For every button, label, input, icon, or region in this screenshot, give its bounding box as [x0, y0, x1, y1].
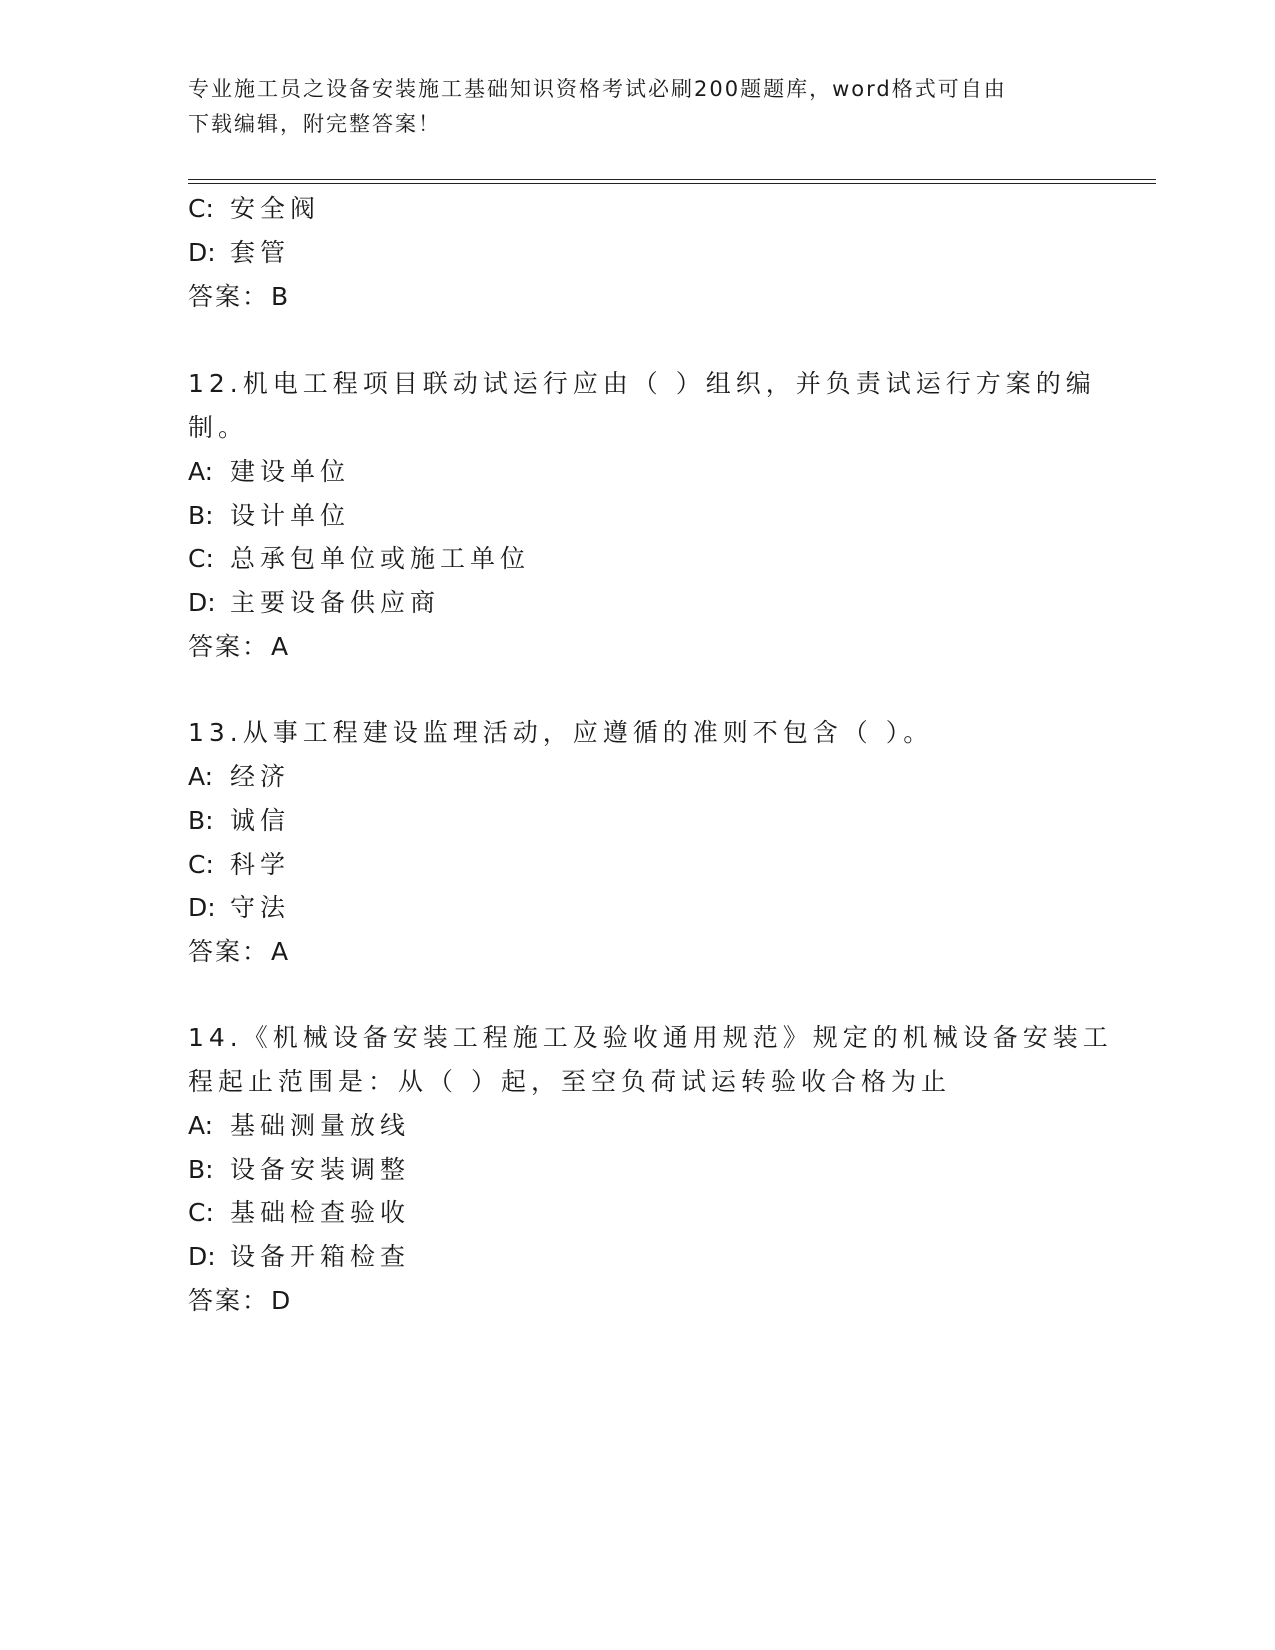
option-letter: A: — [188, 762, 214, 791]
answer-key: A — [271, 937, 289, 966]
answer-label: 答案： — [188, 937, 270, 966]
option-text: 安全阀 — [230, 194, 321, 223]
option-text: 建设单位 — [230, 457, 351, 486]
option-text: 设备安装调整 — [230, 1155, 411, 1184]
question-12-line-2: 制。 — [188, 413, 249, 442]
prev-answer — [188, 280, 288, 314]
question-12-option-b — [188, 499, 350, 533]
option-text: 总承包单位或施工单位 — [230, 544, 531, 573]
question-14-option-b — [188, 1153, 410, 1187]
document-header — [188, 72, 1088, 142]
question-14-option-c — [188, 1196, 410, 1230]
option-text: 套管 — [230, 238, 291, 267]
header-line-1: 专业施工员之设备安装施工基础知识资格考试必刷200题题库，word格式可自由 — [188, 77, 1007, 101]
option-text: 科学 — [230, 850, 291, 879]
question-13-option-d — [188, 891, 290, 925]
answer-label: 答案： — [188, 632, 270, 661]
option-letter: C: — [188, 1198, 214, 1227]
question-13-option-a — [188, 760, 290, 794]
option-text: 基础检查验收 — [230, 1198, 411, 1227]
header-divider-bottom — [188, 183, 1156, 184]
question-12-option-a — [188, 455, 350, 489]
option-text: 主要设备供应商 — [230, 588, 441, 617]
option-letter: C: — [188, 544, 214, 573]
option-letter: A: — [188, 457, 214, 486]
answer-label: 答案： — [188, 1286, 270, 1315]
option-text: 设计单位 — [230, 501, 351, 530]
question-13-option-c — [188, 848, 290, 882]
option-letter: C: — [188, 194, 214, 223]
option-letter: D: — [188, 238, 216, 267]
header-divider-top — [188, 179, 1156, 180]
option-letter: D: — [188, 588, 216, 617]
header-line-2: 下载编辑，附完整答案！ — [188, 112, 441, 136]
option-text: 设备开箱检查 — [230, 1242, 411, 1271]
question-12-answer — [188, 630, 288, 664]
question-14-line-1: 14.《机械设备安装工程施工及验收通用规范》规定的机械设备安装工 — [188, 1023, 1113, 1052]
option-letter: B: — [188, 806, 214, 835]
question-14-option-a — [188, 1109, 410, 1143]
option-text: 基础测量放线 — [230, 1111, 411, 1140]
answer-key: A — [271, 632, 289, 661]
question-12-option-d — [188, 586, 440, 620]
answer-label: 答案： — [188, 282, 270, 311]
option-letter: D: — [188, 893, 216, 922]
answer-key: B — [271, 282, 289, 311]
question-12-option-c — [188, 542, 530, 576]
question-13-option-b — [188, 804, 290, 838]
option-letter: C: — [188, 850, 214, 879]
option-letter: B: — [188, 1155, 214, 1184]
answer-key: D — [271, 1286, 291, 1315]
option-letter: D: — [188, 1242, 216, 1271]
option-text: 守法 — [230, 893, 291, 922]
option-text: 诚信 — [230, 806, 291, 835]
question-12-line-1: 12.机电工程项目联动试运行应由（ ）组织，并负责试运行方案的编 — [188, 369, 1096, 398]
prev-option-c — [188, 192, 320, 226]
option-letter: B: — [188, 501, 214, 530]
question-13-line-1: 13.从事工程建设监理活动，应遵循的准则不包含（ ）。 — [188, 718, 934, 747]
question-14-option-d — [188, 1240, 410, 1274]
question-13-answer — [188, 935, 288, 969]
option-text: 经济 — [230, 762, 291, 791]
question-14-answer — [188, 1284, 290, 1318]
option-letter: A: — [188, 1111, 214, 1140]
prev-option-d — [188, 236, 290, 270]
question-14-line-2: 程起止范围是：从（ ）起，至空负荷试运转验收合格为止 — [188, 1067, 951, 1096]
